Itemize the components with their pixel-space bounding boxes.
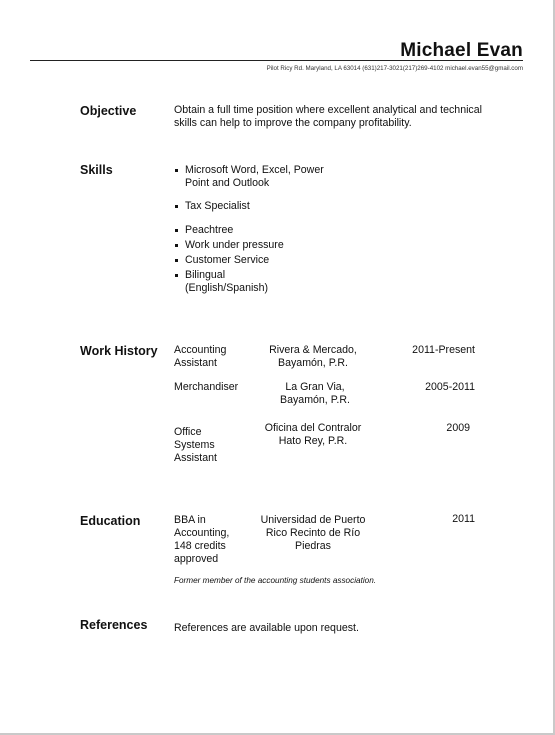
job-company: La Gran Via, Bayamón, P.R.: [280, 381, 350, 406]
skills-list: [174, 164, 335, 295]
job-title: Office Systems Assistant: [174, 426, 217, 464]
job-years: 2009: [446, 422, 470, 434]
references-heading: References: [80, 618, 148, 632]
skill-item: Tax Specialist: [174, 200, 335, 213]
skill-item: Work under pressure: [174, 239, 335, 252]
header-divider: [30, 60, 523, 61]
job-title: Accounting Assistant: [174, 344, 227, 369]
contact-line: Pilot Ricy Rd. Maryland, LA 63014 (631)217-3021(217)269-4102 michael.evan55@gmail.com: [266, 65, 523, 72]
references-text: References are available upon request.: [174, 622, 359, 634]
skill-item: Microsoft Word, Excel, Power Point and Outlook: [174, 164, 335, 190]
resume-name: Michael Evan: [400, 40, 523, 61]
job-years: 2011-Present: [412, 344, 475, 356]
skill-item: Bilingual (English/Spanish): [174, 269, 285, 295]
work-history-heading: Work History: [80, 344, 158, 358]
education-school: Universidad de Puerto Rico Recinto de Río Piedras: [260, 514, 366, 552]
skill-item: Peachtree: [174, 224, 335, 237]
education-note: Former member of the accounting students association.: [174, 576, 377, 585]
job-company: Oficina del Contralor Hato Rey, P.R.: [264, 422, 362, 447]
education-degree: BBA in Accounting, 148 credits approved: [174, 514, 230, 565]
education-heading: Education: [80, 514, 141, 528]
objective-heading: Objective: [80, 104, 137, 118]
job-title: Merchandiser: [174, 381, 239, 393]
skill-item: Customer Service: [174, 254, 335, 267]
education-year: 2011: [452, 513, 475, 525]
job-company: Rivera & Mercado, Bayamón, P.R.: [269, 344, 357, 369]
job-years: 2005-2011: [425, 381, 475, 393]
objective-text: Obtain a full time position where excellent analytical and technical skills can help to improve the company profitability.: [174, 104, 482, 129]
skills-heading: Skills: [80, 163, 113, 177]
